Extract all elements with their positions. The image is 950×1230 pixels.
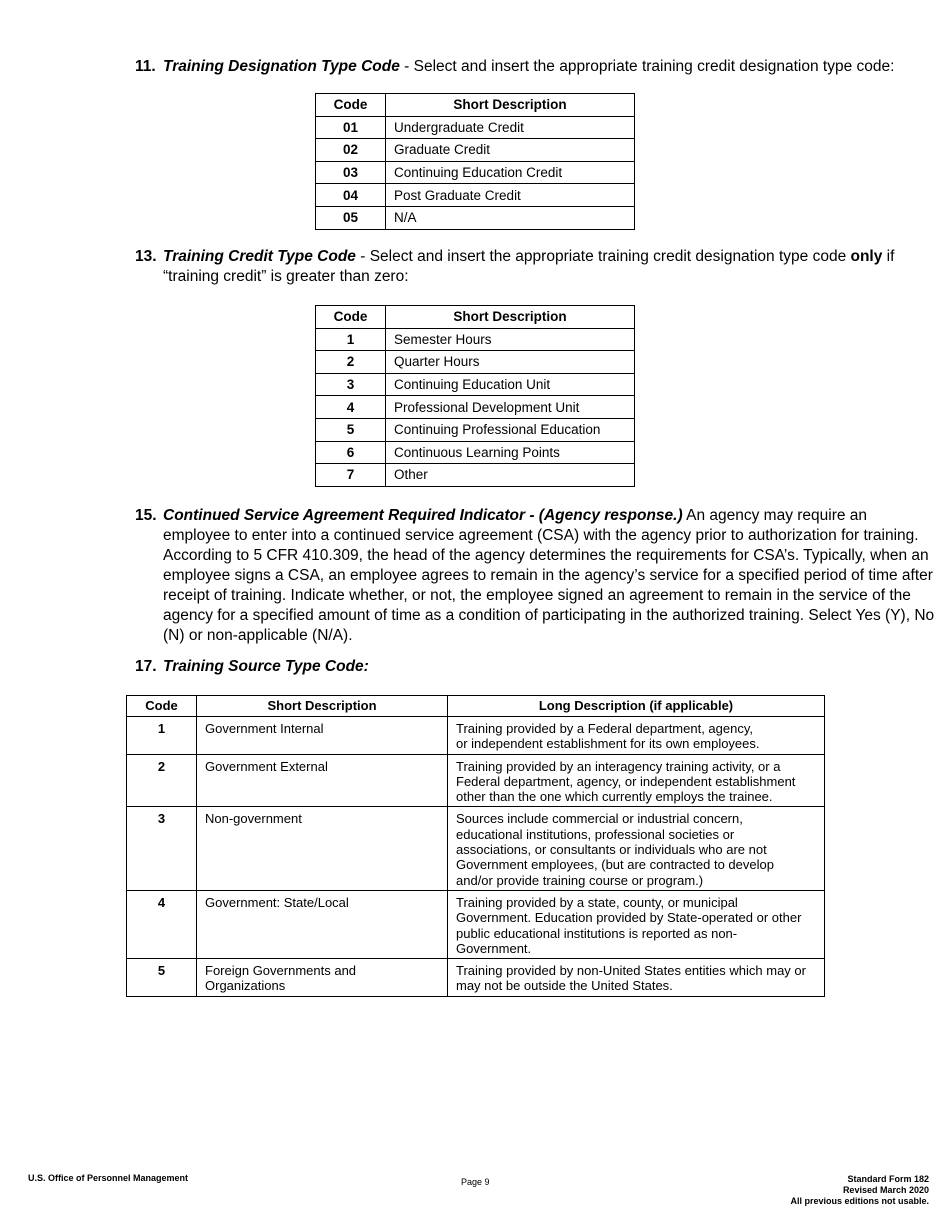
line: Training provided by a Federal department, agency,: [456, 721, 754, 736]
line: Training provided by non-United States entities which may or: [456, 963, 806, 979]
code-cell: 1: [127, 717, 197, 755]
code-cell: 01: [316, 116, 386, 139]
desc-cell: Quarter Hours: [386, 351, 635, 374]
long-cell: [448, 807, 825, 890]
code-cell: 2: [127, 754, 197, 807]
item-11: [135, 57, 894, 77]
desc-cell: Undergraduate Credit: [386, 116, 635, 139]
table-row: [316, 206, 635, 229]
short-cell: [197, 754, 448, 807]
item-title: Continued Service Agreement Required Indicator - (Agency response.): [163, 507, 683, 524]
line: Sources include commercial or industrial concern,: [456, 811, 743, 827]
code-cell: 6: [316, 441, 386, 464]
code-cell: 03: [316, 161, 386, 184]
table-row: [127, 807, 825, 890]
table-row: [127, 890, 825, 958]
table-row: [316, 328, 635, 351]
line: Federal department, agency, or independent establishment: [456, 773, 796, 789]
code-cell: 2: [316, 351, 386, 374]
item-text: An agency may require an employee to enter into a continued service agreement (CSA) with the agency prior to authorization for training. According to 5 CFR 410.309, the head of the agency determines the requirements for CSA’s. Typically, when an employee signs a CSA, an employee agrees to remain in the agency’s service for a specified period of time after receipt of training. Indicate whether, or not, the employee signed an agreement to remain in the service of the agency for a specified amount of time as a condition of participating in the authorized training. Select Yes (Y), No (N) or non-applicable (N/A).: [163, 507, 935, 644]
code-cell: 5: [127, 959, 197, 997]
line: Government.: [456, 940, 532, 956]
desc-cell: Continuing Professional Education: [386, 418, 635, 441]
desc-cell: Continuing Education Credit: [386, 161, 635, 184]
item-number: 15.: [135, 507, 157, 524]
desc-cell: Post Graduate Credit: [386, 184, 635, 207]
code-cell: 3: [316, 373, 386, 396]
table-row: [127, 717, 825, 755]
long-cell: [448, 959, 825, 997]
desc-cell: Professional Development Unit: [386, 396, 635, 419]
long-cell: [448, 754, 825, 807]
line: and/or provide training course or program.): [456, 872, 704, 888]
table-row: [316, 441, 635, 464]
long-cell: [448, 717, 825, 755]
item-title: Training Credit Type Code: [163, 248, 356, 265]
line: educational institutions, professional societies or: [456, 826, 735, 842]
item-number: 17.: [135, 658, 157, 675]
table-row: [316, 464, 635, 487]
footer-agency: U.S. Office of Personnel Management: [28, 1173, 189, 1183]
desc-cell: Graduate Credit: [386, 139, 635, 162]
item-title: Training Designation Type Code: [163, 58, 400, 75]
designation-type-table: [315, 93, 635, 230]
short-cell: [197, 807, 448, 890]
short-cell: [197, 717, 448, 755]
item-number: 13.: [135, 248, 157, 265]
line: associations, or consultants or individuals who are not: [456, 842, 767, 858]
header-code: Code: [316, 306, 386, 329]
line: Government. Education provided by State-operated or other: [456, 910, 802, 926]
item-number: 11.: [135, 58, 156, 75]
credit-type-table: [315, 305, 635, 487]
table-row: [316, 139, 635, 162]
desc-cell: Other: [386, 464, 635, 487]
header-code: Code: [316, 94, 386, 117]
line: Organizations: [205, 978, 286, 994]
code-cell: 04: [316, 184, 386, 207]
header-long-description: Long Description (if applicable): [448, 696, 825, 717]
line: may not be outside the United States.: [456, 978, 673, 994]
code-cell: 5: [316, 418, 386, 441]
table-row: [316, 116, 635, 139]
code-cell: 7: [316, 464, 386, 487]
long-cell: [448, 890, 825, 958]
line: Training provided by an interagency training activity, or a: [456, 758, 781, 774]
editions-note: All previous editions not usable.: [790, 1196, 929, 1206]
header-code: Code: [127, 696, 197, 717]
training-source-table: [126, 695, 825, 997]
line: Foreign Governments and: [205, 963, 357, 979]
item-text: if: [882, 248, 895, 265]
desc-cell: Continuous Learning Points: [386, 441, 635, 464]
table-row: [316, 418, 635, 441]
code-cell: 4: [316, 396, 386, 419]
item-17: [135, 657, 369, 677]
line: Government Internal: [205, 721, 324, 736]
header-short-description: Short Description: [386, 94, 635, 117]
code-cell: 1: [316, 328, 386, 351]
code-cell: 3: [127, 807, 197, 890]
table-row: [127, 959, 825, 997]
page-number: Page 9: [461, 1177, 490, 1187]
form-name: Standard Form 182: [847, 1174, 929, 1184]
header-short-description: Short Description: [386, 306, 635, 329]
table-row: [316, 396, 635, 419]
line: Government employees, (but are contracted to develop: [456, 857, 774, 873]
item-15: [135, 506, 935, 646]
revision-date: Revised March 2020: [842, 1185, 929, 1195]
header-short-description: Short Description: [197, 696, 448, 717]
item-title: Training Source Type Code:: [163, 658, 369, 675]
item-text: “training credit” is greater than zero:: [163, 268, 409, 285]
table-row: [316, 184, 635, 207]
footer-form-info: [790, 1174, 929, 1207]
short-cell: [197, 890, 448, 958]
line: Government: State/Local: [205, 894, 349, 910]
item-text: - Select and insert the appropriate training credit designation type code:: [399, 58, 895, 75]
table-row: [127, 754, 825, 807]
desc-cell: Continuing Education Unit: [386, 373, 635, 396]
line: public educational institutions is reported as non-: [456, 925, 738, 941]
item-text-bold: only: [850, 248, 883, 265]
short-cell: [197, 959, 448, 997]
line: other than the one which currently employs the trainee.: [456, 789, 773, 805]
code-cell: 4: [127, 890, 197, 958]
item-13: [135, 247, 894, 287]
line: Government External: [205, 758, 328, 774]
line: Non-government: [205, 811, 302, 827]
desc-cell: N/A: [386, 206, 635, 229]
item-text: - Select and insert the appropriate training credit designation type code: [355, 248, 851, 265]
code-cell: 05: [316, 206, 386, 229]
desc-cell: Semester Hours: [386, 328, 635, 351]
line: Training provided by a state, county, or municipal: [456, 894, 738, 910]
table-row: [316, 373, 635, 396]
code-cell: 02: [316, 139, 386, 162]
table-row: [316, 351, 635, 374]
table-row: [316, 161, 635, 184]
line: or independent establishment for its own employees.: [456, 736, 760, 752]
